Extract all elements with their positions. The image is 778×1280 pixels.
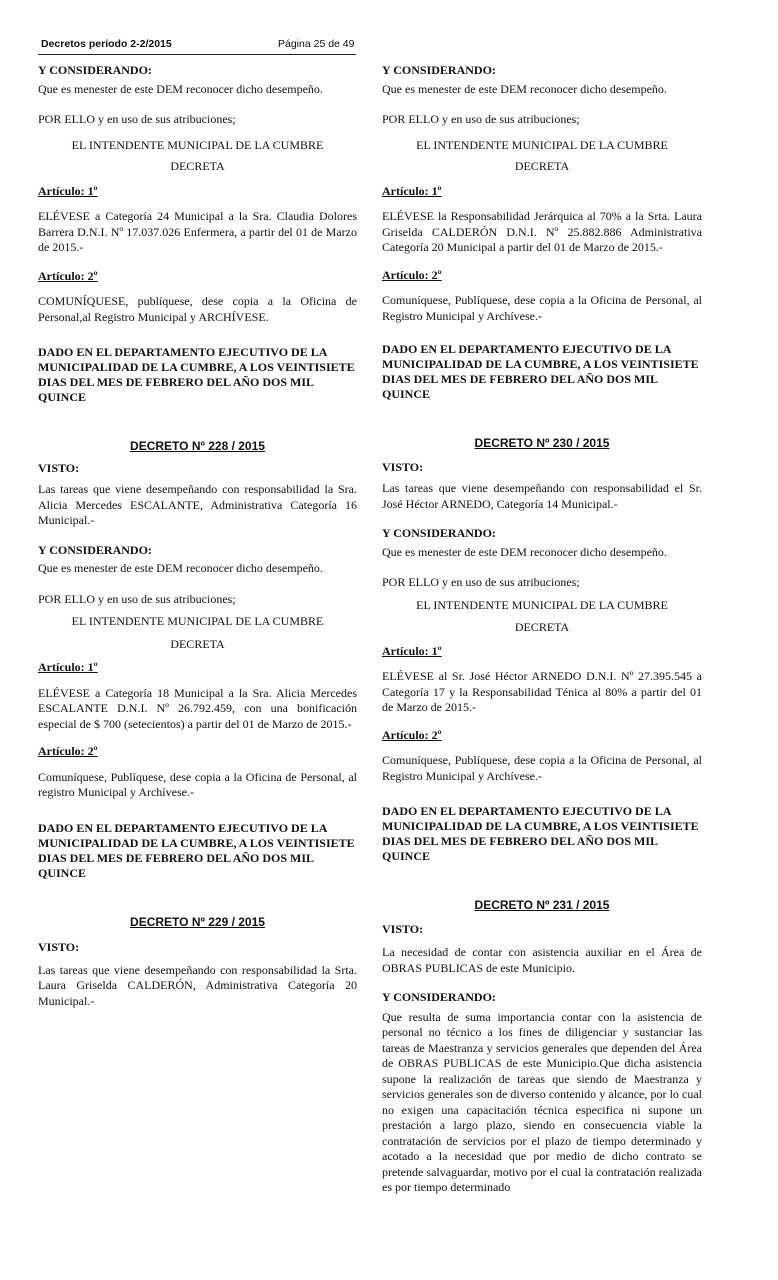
dado-en-text: DADO EN EL DEPARTAMENTO EJECUTIVO DE LA MUNICIPALIDAD DE LA CUMBRE, A LOS VEINTISIETE DIAS DEL MES DE FEBRERO DEL AÑO DOS MIL QUINCE (382, 342, 699, 401)
articulo-1-text: ELÉVESE a Categoría 24 Municipal a la Sra. Claudia Dolores Barrera D.N.I. Nº 17.037.026 Enfermera, a partir del 01 de Marzo de 2015.- (38, 209, 357, 254)
articulo-1-text: ELÉVESE al Sr. José Héctor ARNEDO D.N.I. Nº 27.395.545 a Categoría 17 y la Responsabilidad Ténica al 80% a partir del 01 de Marzo de 2015.- (382, 669, 702, 714)
intendente-line: EL INTENDENTE MUNICIPAL DE LA CUMBRE (416, 597, 668, 612)
considerando-text: Que es menester de este DEM reconocer dicho desempeño. (38, 561, 323, 575)
visto-heading: VISTO: (382, 459, 424, 474)
right-column (382, 63, 702, 1196)
articulo-1-heading: Artículo: 1º (382, 643, 442, 658)
dado-en-text: DADO EN EL DEPARTAMENTO EJECUTIVO DE LA MUNICIPALIDAD DE LA CUMBRE, A LOS VEINTISIETE DIAS DEL MES DE FEBRERO DEL AÑO DOS MIL QUINCE (38, 345, 355, 404)
articulo-2-heading: Artículo: 2º (382, 727, 442, 742)
por-ello-text: POR ELLO y en uso de sus atribuciones; (38, 591, 236, 606)
visto-text: La necesidad de contar con asistencia auxiliar en el Área de OBRAS PUBLICAS de este Municipio. (382, 945, 702, 975)
visto-heading: VISTO: (382, 921, 424, 936)
articulo-2-text: Comuníquese, Publíquese, dese copia a la Oficina de Personal, al Registro Municipal y Archívese.- (382, 753, 702, 783)
considerando-text: Que es menester de este DEM reconocer dicho desempeño. (38, 81, 323, 96)
decreta-line: DECRETA (514, 159, 570, 173)
articulo-2-text: Comuníquese, Publíquese, dese copia a la Oficina de Personal, al registro Municipal y Archívese.- (38, 769, 357, 799)
visto-heading: VISTO: (38, 460, 80, 475)
articulo-2-text: Comuníquese, Publíquese, dese copia a la Oficina de Personal, al Registro Municipal y Archívese.- (382, 293, 702, 323)
visto-heading: VISTO: (38, 940, 80, 954)
considerando-heading: Y CONSIDERANDO: (382, 990, 496, 1004)
decreto-231-title: DECRETO Nº 231 / 2015 (474, 898, 610, 912)
por-ello-text: POR ELLO y en uso de sus atribuciones; (382, 112, 580, 126)
considerando-heading: Y CONSIDERANDO: (382, 526, 496, 540)
intendente-line: EL INTENDENTE MUNICIPAL DE LA CUMBRE (71, 137, 324, 152)
articulo-2-text: COMUNÍQUESE, publíquese, dese copia a la Oficina de Personal,al Registro Municipal y ARCHÍVESE. (38, 294, 357, 324)
page-number: Página 25 de 49 (278, 38, 355, 50)
decreta-line: DECRETA (170, 159, 225, 173)
articulo-1-text: ELÉVESE la Responsabilidad Jerárquica al 70% a la Srta. Laura Griselda CALDERÓN D.N.I. Nº 25.882.886 Administrativa Categoría 20 Municipal a partir del 01 de Marzo de 2015.- (382, 209, 702, 254)
considerando-text: Que es menester de este DEM reconocer dicho desempeño. (382, 81, 667, 96)
considerando-text: Que es menester de este DEM reconocer dicho desempeño. (382, 544, 667, 559)
articulo-1-text: ELÉVESE a Categoría 18 Municipal a la Sra. Alicia Mercedes ESCALANTE D.N.I. Nº 26.792.459, con una bonificación especial de $ 700 (setecientos) a partir del 01 de Marzo de 2015.- (38, 685, 357, 731)
decreta-line: DECRETA (514, 620, 570, 634)
por-ello-text: POR ELLO y en uso de sus atribuciones; (382, 575, 580, 589)
intendente-line: EL INTENDENTE MUNICIPAL DE LA CUMBRE (416, 137, 668, 152)
dado-en-text: DADO EN EL DEPARTAMENTO EJECUTIVO DE LA MUNICIPALIDAD DE LA CUMBRE, A LOS VEINTISIETE DIAS DEL MES DE FEBRERO DEL AÑO DOS MIL QUINCE (38, 820, 355, 880)
considerando-text: Que resulta de suma importancia contar con la asistencia de personal no técnico a los fines de diligenciar y sustanciar las tareas de Maestranza y servicios generales que dependen del Área de OBRAS PUBLICAS de este Municipio.Que dicha asistencia supone la realización de tareas que siendo de Maestranza y servicios generales son de diverso contenido y alcance, por lo cual no exigen una capacitación técnica especifica ni supone un prestación a largo plazo, siendo en consecuencia viable la contratación de servicios por el plazo de tiempo determinado y acotado a la necesidad que por medio de dicho contrato se pretende salvaguardar, motivo por el cual la contratación realizada es por tiempo determinado (382, 1009, 702, 1194)
dado-en-text: DADO EN EL DEPARTAMENTO EJECUTIVO DE LA MUNICIPALIDAD DE LA CUMBRE, A LOS VEINTISIETE DIAS DEL MES DE FEBRERO DEL AÑO DOS MIL QUINCE (382, 804, 699, 863)
por-ello-text: POR ELLO y en uso de sus atribuciones; (38, 112, 236, 126)
articulo-2-heading: Artículo: 2º (382, 267, 442, 282)
articulo-2-heading: Artículo: 2º (38, 268, 98, 283)
visto-text: Las tareas que viene desempeñando con responsabilidad el Sr. José Héctor ARNEDO, Categoría 14 Municipal.- (382, 481, 702, 511)
decreta-line: DECRETA (170, 636, 225, 651)
visto-text: Las tareas que viene desempeñando con responsabilidad la Sra. Alicia Mercedes ESCALANTE, Administrativa Categoría 16 Municipal.- (38, 482, 357, 527)
articulo-1-heading: Artículo: 1º (38, 660, 98, 674)
visto-text: Las tareas que viene desempeñando con responsabilidad la Srta. Laura Griselda CALDERÓN, Administrativa Categoría 20 Municipal.- (38, 962, 357, 1008)
decreto-230-title: DECRETO Nº 230 / 2015 (474, 436, 610, 450)
decreto-229-title: DECRETO Nº 229 / 2015 (130, 914, 265, 929)
intendente-line: EL INTENDENTE MUNICIPAL DE LA CUMBRE (71, 614, 324, 628)
left-column (38, 63, 357, 1009)
page-header (38, 36, 356, 55)
document-title: Decretos periodo 2-2/2015 (41, 38, 172, 50)
considerando-heading: Y CONSIDERANDO: (382, 63, 496, 77)
considerando-heading: Y CONSIDERANDO: (38, 542, 152, 557)
articulo-2-heading: Artículo: 2º (38, 744, 98, 758)
considerando-heading: Y CONSIDERANDO: (38, 63, 152, 77)
articulo-1-heading: Artículo: 1º (38, 183, 98, 198)
articulo-1-heading: Artículo: 1º (382, 183, 442, 198)
decreto-228-title: DECRETO Nº 228 / 2015 (130, 439, 265, 453)
